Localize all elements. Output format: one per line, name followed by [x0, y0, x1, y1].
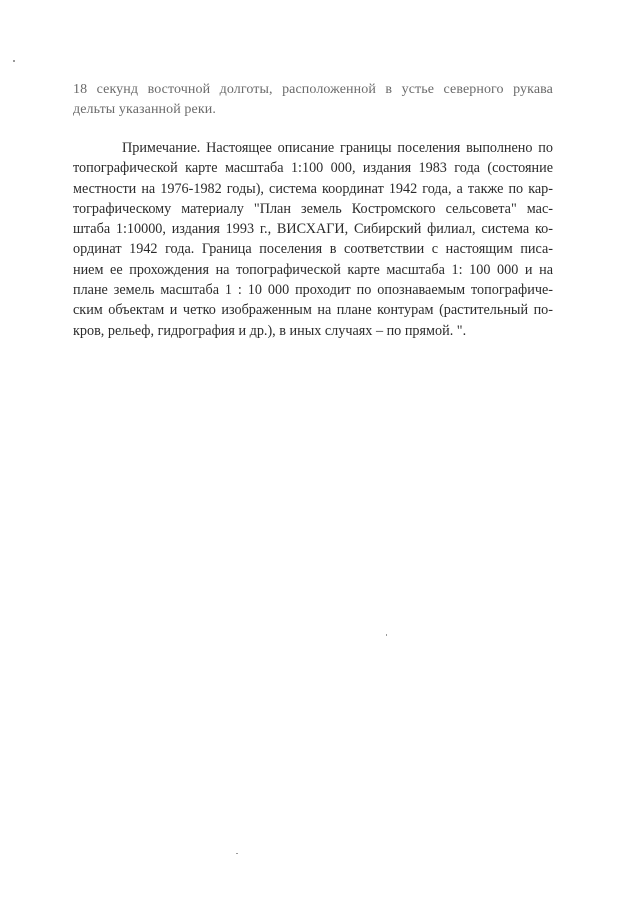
text-line: 18 секунд восточной долготы, расположенной в устье северного рукава	[73, 82, 553, 97]
text-line: ординат 1942 года. Граница поселения в соответствии с настоящим писа-	[73, 241, 553, 258]
note-paragraph	[73, 138, 553, 341]
text-line: штаба 1:10000, издания 1993 г., ВИСХАГИ, Сибирский филиал, система ко-	[73, 221, 553, 238]
text-line: кров, рельеф, гидрография и др.), в иных случаях – по прямой. ".	[73, 322, 467, 339]
text-line: нием ее прохождения на топографической карте масштаба 1: 100 000 и на	[73, 261, 553, 278]
text-line: ским объектам и четко изображенным на плане контурам (растительный по-	[73, 302, 553, 319]
text-line: топографической карте масштаба 1:100 000, издания 1983 года (состояние	[73, 160, 553, 177]
scan-speck	[13, 60, 15, 62]
text-line: дельты указанной реки.	[73, 102, 216, 117]
scan-speck	[386, 634, 387, 636]
text-line: Примечание. Настоящее описание границы поселения выполнено по	[122, 140, 553, 156]
text-line: местности на 1976-1982 годы), система координат 1942 года, а также по кар-	[73, 180, 553, 197]
text-line: тографическому материалу "План земель Костромского сельсовета" мас-	[73, 200, 553, 217]
continuation-paragraph	[73, 80, 553, 120]
scan-speck	[236, 853, 238, 854]
text-line: плане земель масштаба 1 : 10 000 проходит по опознаваемым топографиче-	[73, 282, 553, 299]
